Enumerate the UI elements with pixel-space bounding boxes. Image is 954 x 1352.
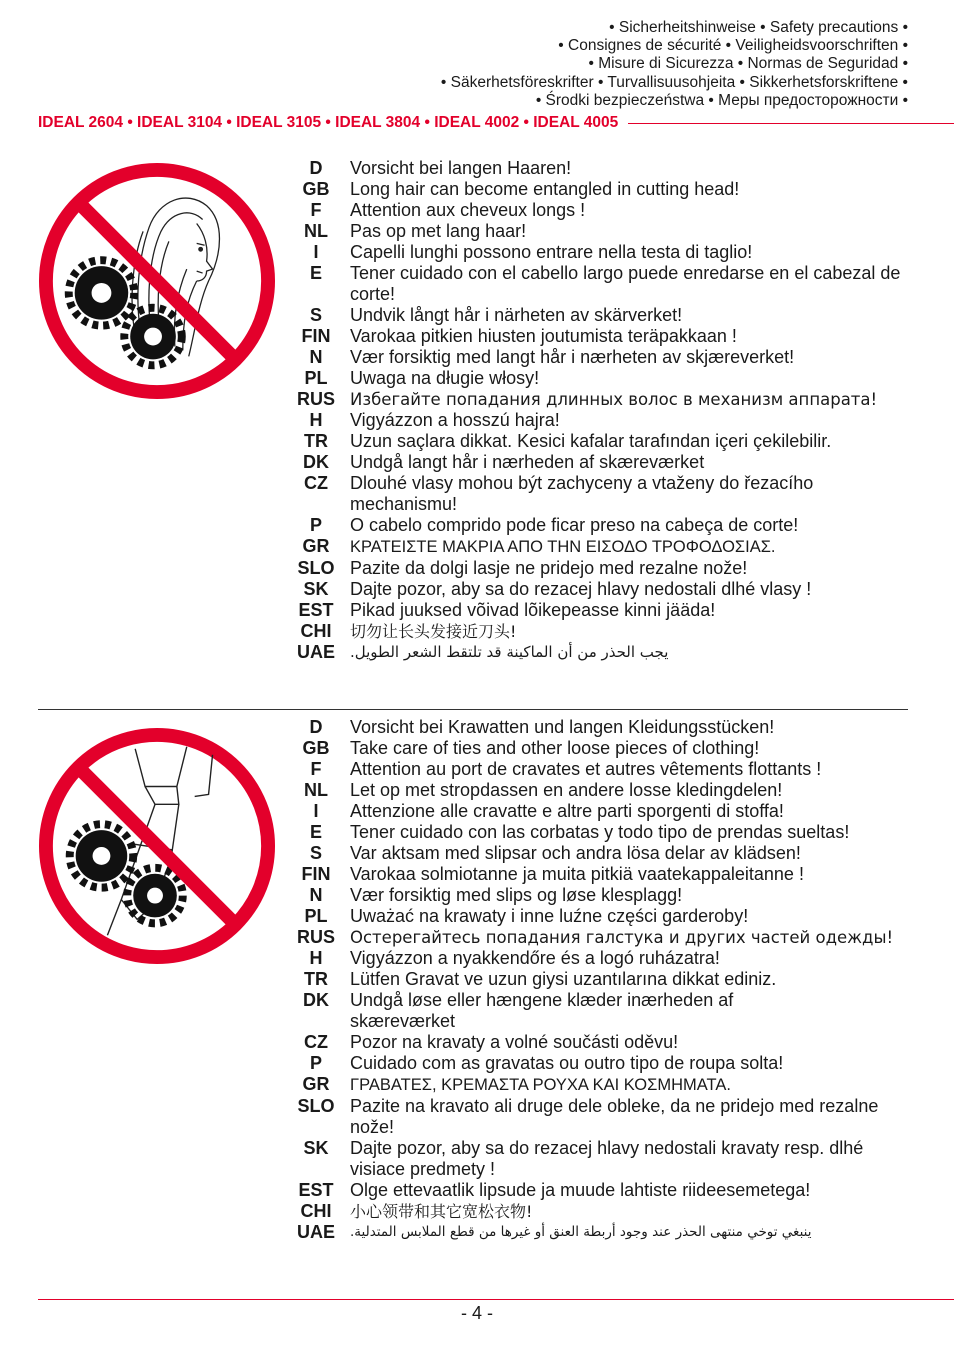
entry-chi [293,1201,903,1222]
lang-code: GB [302,179,330,199]
no-long-hair-prohibition-sign-icon [38,162,276,400]
lang-code: N [309,347,323,367]
entry-e [293,822,903,843]
model-list: IDEAL 2604 • IDEAL 3104 • IDEAL 3105 • IDEAL 3804 • IDEAL 4002 • IDEAL 4005 [38,114,619,131]
lang-code: F [310,759,322,779]
header-rule [628,123,954,124]
entry-text: Остерегайтесь попадания галстука и других частей одежды! [350,928,894,947]
entry-uae [293,1222,903,1243]
entry-text: Vær forsiktig med slips og løse klesplagg! [350,885,683,905]
entry-pl [293,906,903,927]
lang-code: SLO [297,558,335,578]
lang-code: P [309,1053,322,1073]
lang-code: S [309,305,322,325]
entry-text: Long hair can become entangled in cutting head! [350,179,740,199]
entry-sk [293,579,903,600]
entry-text: Избегайте попадания длинных волос в механизм аппарата! [350,390,878,409]
entry-dk [293,990,903,1032]
entry-text: Tener cuidado con el cabello largo puede enredarse en el cabezal de corte! [350,263,901,304]
section-tie-entries [293,717,903,1243]
lang-code: RUS [296,389,335,409]
models-row [38,113,954,133]
lang-code: H [309,948,323,968]
entry-text: ΚΡΑΤΕΙΣΤΕ ΜΑΚΡΙΑ ΑΠΟ ΤΗΝ ΕΙΣΟΔΟ ΤΡΟΦΟΔΟΣΙΑΣ. [350,538,776,556]
lang-code: TR [304,431,328,451]
lang-code: H [309,410,323,430]
lang-code: I [313,242,319,262]
no-ties-loose-clothing-prohibition-sign-icon [38,727,276,965]
lang-code: NL [304,780,328,800]
entry-text: Vorsicht bei Krawatten und langen Kleidungsstücken! [350,717,775,737]
entry-tr [293,431,903,452]
entry-nl [293,221,903,242]
lang-code: FIN [301,326,331,346]
lang-code: CHI [300,621,332,641]
lang-code: F [310,200,322,220]
lang-code: SK [303,579,329,599]
entry-text: Dajte pozor, aby sa do rezacej hlavy nedostali kravaty resp. dlhé visiace predmety ! [350,1138,864,1179]
entry-est [293,1180,903,1201]
lang-code: CZ [304,473,328,493]
entry-text: Attenzione alle cravatte e altre parti sporgenti di stoffa! [350,801,784,821]
entry-text: Pazite da dolgi lasje ne pridejo med rezalne nože! [350,558,748,578]
entry-text: 小心领带和其它宽松衣物! [350,1202,533,1221]
entry-gr [293,536,903,558]
entry-text: Attention au port de cravates et autres vêtements flottants ! [350,759,822,779]
lang-code: P [309,515,322,535]
entry-gb [293,738,903,759]
entry-est [293,600,903,621]
lang-code: CHI [300,1201,332,1221]
lang-code: GB [302,738,330,758]
entry-text: Varokaa solmiotanne ja muita pitkiä vaatekappaleitanne ! [350,864,804,884]
page-number: - 4 - [460,1303,493,1323]
entry-text: Attention aux cheveux longs ! [350,200,586,220]
section-hair-entries [293,158,903,663]
lang-code: SLO [297,1096,335,1116]
lang-code: TR [304,969,328,989]
lang-code: GR [302,1074,330,1094]
entry-slo [293,1096,903,1138]
entry-fin [293,326,903,347]
entry-text: Uzun saçlara dikkat. Kesici kafalar tarafından içeri çekilebilir. [350,431,832,451]
entry-p [293,515,903,536]
entry-text: Pozor na kravaty a volné součásti oděvu! [350,1032,679,1052]
lang-code: I [313,801,319,821]
lang-code: FIN [301,864,331,884]
entry-f [293,759,903,780]
entry-f [293,200,903,221]
entry-gr [293,1074,903,1096]
header-line-2: • Consignes de sécurité • Veiligheidsvoorschriften • [558,37,908,54]
entry-text: Uważać na krawaty i inne luźne części garderoby! [350,906,749,926]
entry-sk [293,1138,903,1180]
lang-code: E [309,263,322,283]
lang-code: RUS [296,927,335,947]
entry-s [293,843,903,864]
lang-code: GR [302,536,330,556]
lang-code: PL [304,906,328,926]
entry-e [293,263,903,305]
lang-code: E [309,822,322,842]
lang-code: CZ [304,1032,328,1052]
entry-text: Capelli lunghi possono entrare nella testa di taglio! [350,242,753,262]
lang-code: UAE [296,642,335,662]
entry-slo [293,558,903,579]
entry-n [293,347,903,368]
entry-text: Vigyázzon a nyakkendőre és a logó ruházatra! [350,948,720,968]
entry-d [293,717,903,738]
entry-text: Pikad juuksed võivad lõikepeasse kinni jääda! [350,600,716,620]
lang-code: EST [298,1180,334,1200]
entry-text: O cabelo comprido pode ficar preso na cabeça de corte! [350,515,799,535]
entry-text: Vær forsiktig med langt hår i nærheten av skjæreverket! [350,347,795,367]
entry-cz [293,473,903,515]
lang-code: EST [298,600,334,620]
entry-text: Take care of ties and other loose pieces of clothing! [350,738,760,758]
entry-i [293,242,903,263]
entry-rus [293,389,903,410]
entry-gb [293,179,903,200]
footer-rule [38,1299,954,1300]
entry-text: Varokaa pitkien hiusten joutumista teräpakkaan ! [350,326,737,346]
entry-n [293,885,903,906]
entry-pl [293,368,903,389]
entry-h [293,948,903,969]
entry-text: Dajte pozor, aby sa do rezacej hlavy nedostali dlhé vlasy ! [350,579,812,599]
entry-text: Undvik långt hår i närheten av skärverket! [350,305,683,325]
entry-i [293,801,903,822]
lang-code: N [309,885,323,905]
header-line-1: • Sicherheitshinweise • Safety precautions • [609,19,908,36]
entry-text: Vorsicht bei langen Haaren! [350,158,572,178]
entry-text: Dlouhé vlasy mohou být zachyceny a vtaženy do řezacího mechanismu! [350,473,814,514]
entry-text: Undgå løse eller hængene klæder inærheden af skæreværket [350,990,734,1031]
entry-text: يجب الحذر من أن الماكينة قد تلتقط الشعر الطويل. [350,643,669,661]
lang-code: NL [304,221,328,241]
entry-s [293,305,903,326]
lang-code: PL [304,368,328,388]
entry-tr [293,969,903,990]
entry-text: Pas op met lang haar! [350,221,527,241]
entry-text: Olge ettevaatlik lipsude ja muude lahtiste riideesemetega! [350,1180,811,1200]
lang-code: DK [303,452,329,472]
lang-code: D [309,717,323,737]
entry-uae [293,642,903,663]
header-line-3: • Misure di Sicurezza • Normas de Seguridad • [588,55,908,72]
entry-text: ΓΡΑΒΑΤΕΣ, ΚΡΕΜΑΣΤΑ ΡΟΥΧΑ ΚΑΙ ΚΟΣΜΗΜΑΤΑ. [350,1076,731,1094]
entry-text: Vigyázzon a hosszú hajra! [350,410,560,430]
entry-text: Let op met stropdassen en andere losse kledingdelen! [350,780,783,800]
entry-text: Cuidado com as gravatas ou outro tipo de roupa solta! [350,1053,784,1073]
entry-d [293,158,903,179]
entry-text: ينبغي توخي منتهى الحذر عند وجود أربطة العنق أو غيرها من قطع الملابس المتدلية. [350,1224,812,1240]
entry-text: Lütfen Gravat ve uzun giysi uzantılarına dikkat ediniz. [350,969,777,989]
lang-code: SK [303,1138,329,1158]
entry-dk [293,452,903,473]
entry-cz [293,1032,903,1053]
lang-code: D [309,158,323,178]
lang-code: DK [303,990,329,1010]
entry-text: 切勿让长头发接近刀头! [350,622,517,641]
entry-text: Pazite na kravato ali druge dele obleke, da ne pridejo med rezalne nože! [350,1096,879,1137]
entry-text: Tener cuidado con las corbatas y todo tipo de prendas sueltas! [350,822,850,842]
entry-text: Uwaga na długie włosy! [350,368,540,388]
entry-chi [293,621,903,642]
entry-rus [293,927,903,948]
entry-h [293,410,903,431]
lang-code: S [309,843,322,863]
entry-fin [293,864,903,885]
header-line-5: • Środki bezpieczeństwa • Меры предосторожности • [535,92,908,109]
entry-nl [293,780,903,801]
entry-text: Undgå langt hår i nærheden af skæreværket [350,452,705,472]
entry-p [293,1053,903,1074]
entry-text: Var aktsam med slipsar och andra lösa delar av klädsen! [350,843,801,863]
header-line-4: • Säkerhetsföreskrifter • Turvallisuusohjeita • Sikkerhetsforskriftene • [440,74,908,91]
section-divider [38,709,908,710]
lang-code: UAE [296,1222,335,1242]
